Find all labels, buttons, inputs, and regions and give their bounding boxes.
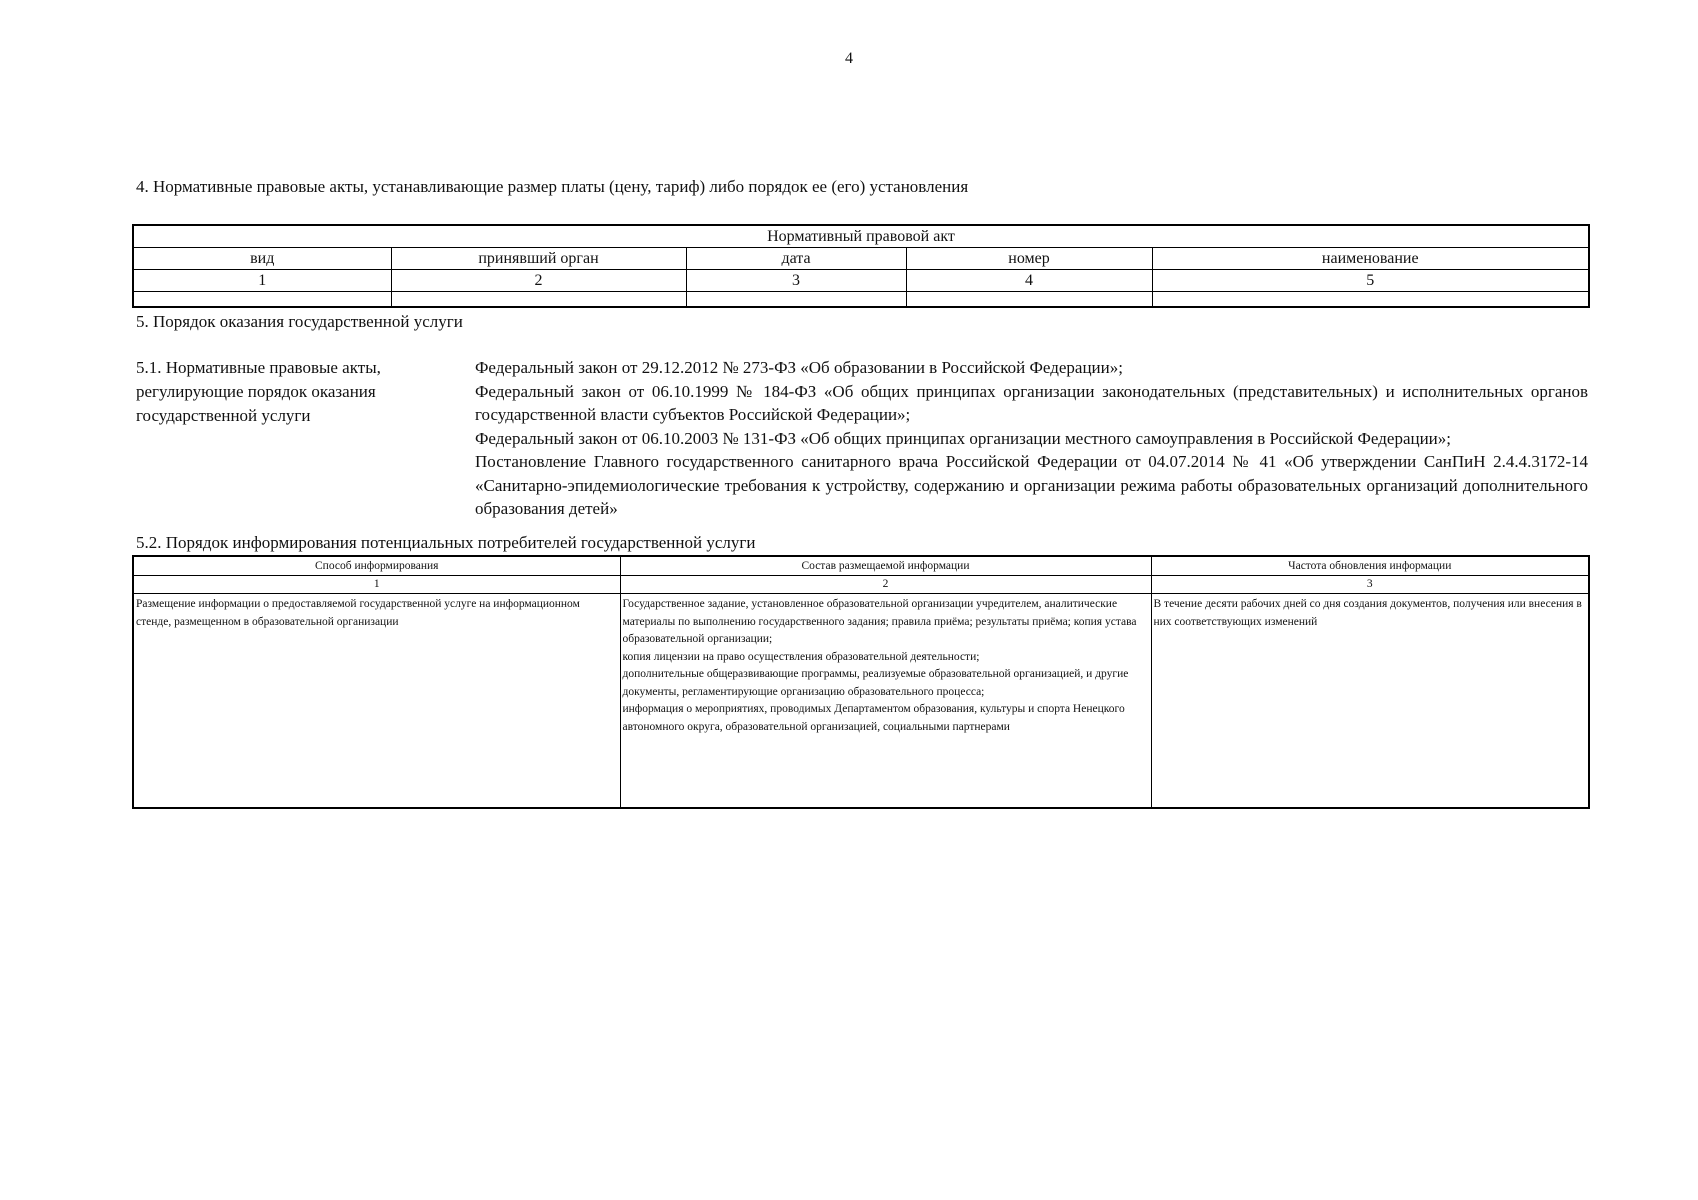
info-col-number: 2 — [620, 576, 1151, 594]
info-col-header: Частота обновления информации — [1151, 556, 1589, 576]
legal-acts-table — [132, 224, 1590, 308]
acts-empty-cell — [906, 292, 1152, 308]
acts-group-header: Нормативный правовой акт — [133, 225, 1589, 248]
acts-col-header: дата — [686, 248, 906, 270]
acts-col-number: 1 — [133, 270, 391, 292]
acts-col-number: 3 — [686, 270, 906, 292]
acts-empty-cell — [391, 292, 686, 308]
section-5-1-label: 5.1. Нормативные правовые акты, регулирующие порядок оказания государственной услуги — [136, 358, 381, 425]
info-col-header: Способ информирования — [133, 556, 620, 576]
acts-col-number: 5 — [1152, 270, 1589, 292]
section-5-2-heading: 5.2. Порядок информирования потенциальных потребителей государственной услуги — [136, 533, 756, 552]
legal-act-item: Федеральный закон от 06.10.2003 № 131-ФЗ «Об общих принципах организации местного самоуправления в Российской Федерации»; — [475, 428, 1452, 448]
section-4-heading: 4. Нормативные правовые акты, устанавливающие размер платы (цену, тариф) либо порядок ее (его) установления — [136, 177, 969, 196]
acts-col-header: наименование — [1152, 248, 1589, 270]
legal-act-item: Постановление Главного государственного санитарного врача Российской Федерации от 04.07.2014 № 41 «Об утверждении СанПиН 2.4.4.3172-14 «Санитарно-эпидемиологические требования к устройству, содержанию и организации режима работы образовательных организаций дополнительного образования детей» — [475, 452, 1588, 518]
info-col-number: 1 — [133, 576, 620, 594]
acts-empty-cell — [1152, 292, 1589, 308]
acts-col-number: 2 — [391, 270, 686, 292]
info-col-number: 3 — [1151, 576, 1589, 594]
legal-act-item: Федеральный закон от 06.10.1999 № 184-ФЗ «Об общих принципах организации законодательных (представительных) и исполнительных органов государственной власти субъектов Российской Федерации»; — [475, 381, 1588, 424]
info-content-item: Государственное задание, установленное образовательной организации учредителем, аналитические материалы по выполнению государственного задания; правила приёма; результаты приёма; копия устава образовательной организации; — [622, 598, 1137, 645]
info-content-item: информация о мероприятиях, проводимых Департаментом образования, культуры и спорта Ненецкого автономного округа, образовательной организацией, социальными партнерами — [622, 703, 1125, 733]
info-method-cell: Размещение информации о предоставляемой государственной услуге на информационном стенде, размещенном в образовательной организации — [133, 594, 620, 809]
acts-col-number: 4 — [906, 270, 1152, 292]
info-content-cell — [620, 594, 1151, 809]
acts-col-header: вид — [133, 248, 391, 270]
info-col-header: Состав размещаемой информации — [620, 556, 1151, 576]
info-content-item: копия лицензии на право осуществления образовательной деятельности; — [622, 650, 980, 663]
acts-col-header: номер — [906, 248, 1152, 270]
acts-empty-cell — [686, 292, 906, 308]
acts-empty-cell — [133, 292, 391, 308]
info-frequency-cell: В течение десяти рабочих дней со дня создания документов, получения или внесения в них соответствующих изменений — [1151, 594, 1589, 809]
page-number: 4 — [845, 50, 853, 67]
info-content-item: дополнительные общеразвивающие программы, реализуемые образовательной организацией, и другие документы, регламентирующие организацию образовательного процесса; — [622, 668, 1129, 698]
section-5-1-acts-list — [475, 356, 1588, 521]
section-5-heading: 5. Порядок оказания государственной услуги — [136, 312, 463, 331]
legal-act-item: Федеральный закон от 29.12.2012 № 273-ФЗ «Об образовании в Российской Федерации»; — [475, 358, 1123, 377]
informing-table — [132, 555, 1590, 809]
acts-col-header: принявший орган — [391, 248, 686, 270]
